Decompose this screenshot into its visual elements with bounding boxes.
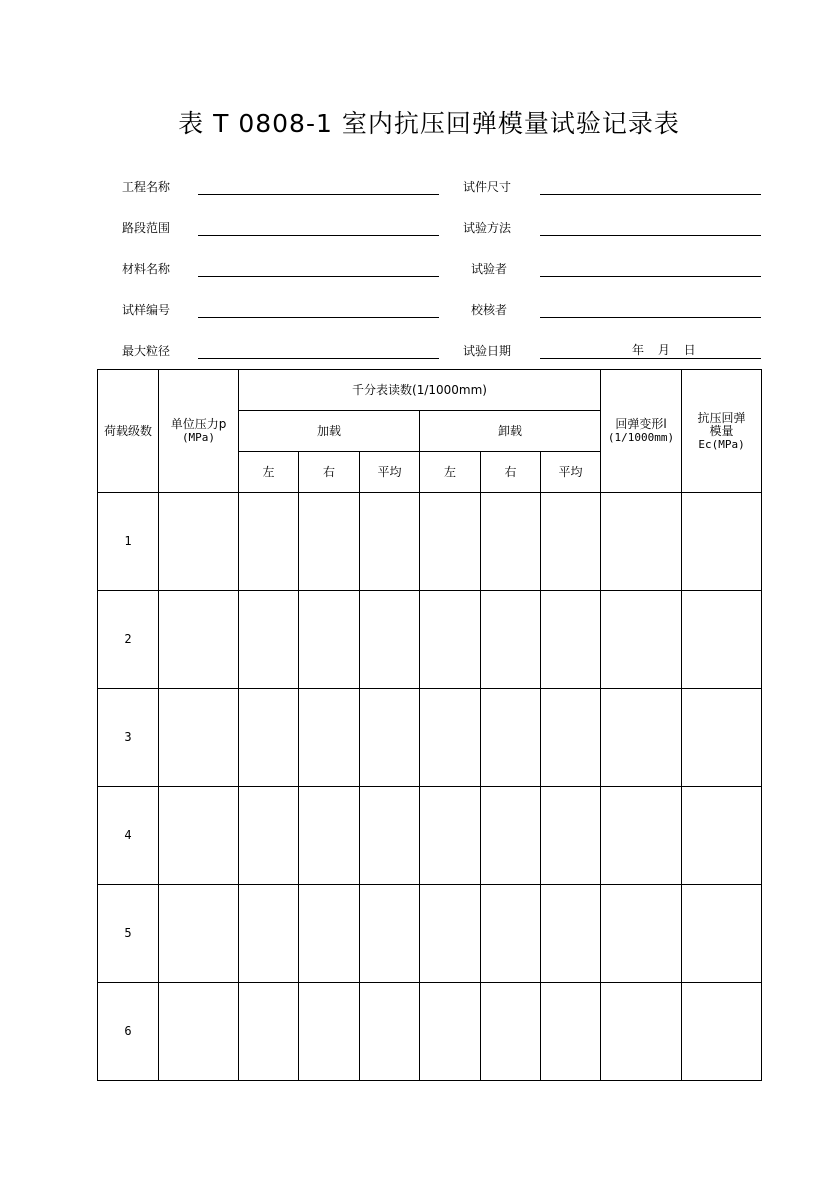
data-cell[interactable] <box>159 983 239 1081</box>
data-cell[interactable] <box>682 591 762 689</box>
data-cell[interactable] <box>420 591 481 689</box>
load-level-cell: 5 <box>98 885 159 983</box>
data-cell[interactable] <box>159 493 239 591</box>
test-date-label: 试验日期 <box>463 344 512 358</box>
road-section-label: 路段范围 <box>122 221 171 235</box>
load-level-cell: 6 <box>98 983 159 1081</box>
data-cell[interactable] <box>541 983 601 1081</box>
data-cell[interactable] <box>360 983 420 1081</box>
data-cell[interactable] <box>239 885 299 983</box>
data-cell[interactable] <box>360 885 420 983</box>
table-row <box>98 787 762 885</box>
data-cell[interactable] <box>682 787 762 885</box>
road-section-field[interactable] <box>198 235 439 236</box>
dial-reading-header: 千分表读数(1/1000mm) <box>239 370 601 411</box>
unloading-right-header: 右 <box>481 452 541 493</box>
data-cell[interactable] <box>299 591 360 689</box>
tester-field[interactable] <box>540 276 761 277</box>
load-level-cell: 3 <box>98 689 159 787</box>
data-cell[interactable] <box>239 787 299 885</box>
data-cell[interactable] <box>601 689 682 787</box>
data-cell[interactable] <box>420 787 481 885</box>
load-level-cell: 1 <box>98 493 159 591</box>
date-units: 年 月 日 <box>632 343 696 357</box>
loading-header: 加载 <box>239 411 420 452</box>
checker-field[interactable] <box>540 317 761 318</box>
max-particle-field[interactable] <box>198 358 439 359</box>
material-name-label: 材料名称 <box>122 262 171 276</box>
data-cell[interactable] <box>481 787 541 885</box>
modulus-header: 抗压回弹 模量 Ec(MPa) <box>682 370 762 493</box>
data-cell[interactable] <box>299 787 360 885</box>
data-cell[interactable] <box>420 493 481 591</box>
data-cell[interactable] <box>159 885 239 983</box>
data-cell[interactable] <box>159 689 239 787</box>
specimen-size-field[interactable] <box>540 194 761 195</box>
load-level-cell: 4 <box>98 787 159 885</box>
data-cell[interactable] <box>159 591 239 689</box>
project-name-label: 工程名称 <box>122 180 171 194</box>
loading-left-header: 左 <box>239 452 299 493</box>
data-cell[interactable] <box>601 983 682 1081</box>
data-cell[interactable] <box>360 493 420 591</box>
test-method-field[interactable] <box>540 235 761 236</box>
table-row <box>98 885 762 983</box>
data-cell[interactable] <box>481 493 541 591</box>
data-cell[interactable] <box>601 493 682 591</box>
data-cell[interactable] <box>239 983 299 1081</box>
record-table <box>97 369 762 1081</box>
data-cell[interactable] <box>481 885 541 983</box>
project-name-field[interactable] <box>198 194 439 195</box>
data-cell[interactable] <box>159 787 239 885</box>
test-method-label: 试验方法 <box>463 221 512 235</box>
table-row <box>98 689 762 787</box>
tester-label: 试验者 <box>471 262 508 276</box>
data-cell[interactable] <box>481 591 541 689</box>
data-cell[interactable] <box>299 493 360 591</box>
data-cell[interactable] <box>360 591 420 689</box>
data-cell[interactable] <box>420 689 481 787</box>
data-cell[interactable] <box>239 493 299 591</box>
data-cell[interactable] <box>541 591 601 689</box>
data-cell[interactable] <box>682 983 762 1081</box>
table-row <box>98 983 762 1081</box>
data-cell[interactable] <box>299 983 360 1081</box>
data-cell[interactable] <box>682 493 762 591</box>
data-cell[interactable] <box>541 885 601 983</box>
rebound-deformation-header: 回弹变形l (1/1000mm) <box>601 370 682 493</box>
sample-number-field[interactable] <box>198 317 439 318</box>
checker-label: 校核者 <box>471 303 508 317</box>
max-particle-label: 最大粒径 <box>122 344 171 358</box>
data-cell[interactable] <box>481 689 541 787</box>
data-cell[interactable] <box>239 591 299 689</box>
data-cell[interactable] <box>360 689 420 787</box>
table-row <box>98 493 762 591</box>
material-name-field[interactable] <box>198 276 439 277</box>
page-title: 表 T 0808-1 室内抗压回弹模量试验记录表 <box>178 109 680 138</box>
specimen-size-label: 试件尺寸 <box>463 180 512 194</box>
data-cell[interactable] <box>682 689 762 787</box>
data-cell[interactable] <box>541 787 601 885</box>
data-cell[interactable] <box>541 689 601 787</box>
data-cell[interactable] <box>299 689 360 787</box>
unit-pressure-header: 单位压力p (MPa) <box>159 370 239 493</box>
loading-average-header: 平均 <box>360 452 420 493</box>
data-cell[interactable] <box>601 787 682 885</box>
data-cell[interactable] <box>420 983 481 1081</box>
unloading-header: 卸载 <box>420 411 601 452</box>
table-row <box>98 591 762 689</box>
test-date-field[interactable] <box>540 358 761 359</box>
sample-number-label: 试样编号 <box>122 303 171 317</box>
data-cell[interactable] <box>360 787 420 885</box>
loading-right-header: 右 <box>299 452 360 493</box>
data-cell[interactable] <box>239 689 299 787</box>
load-level-header: 荷载级数 <box>98 370 159 493</box>
data-cell[interactable] <box>541 493 601 591</box>
data-cell[interactable] <box>601 591 682 689</box>
data-cell[interactable] <box>481 983 541 1081</box>
data-cell[interactable] <box>299 885 360 983</box>
data-cell[interactable] <box>601 885 682 983</box>
data-cell[interactable] <box>420 885 481 983</box>
unloading-left-header: 左 <box>420 452 481 493</box>
load-level-cell: 2 <box>98 591 159 689</box>
data-cell[interactable] <box>682 885 762 983</box>
unloading-average-header: 平均 <box>541 452 601 493</box>
